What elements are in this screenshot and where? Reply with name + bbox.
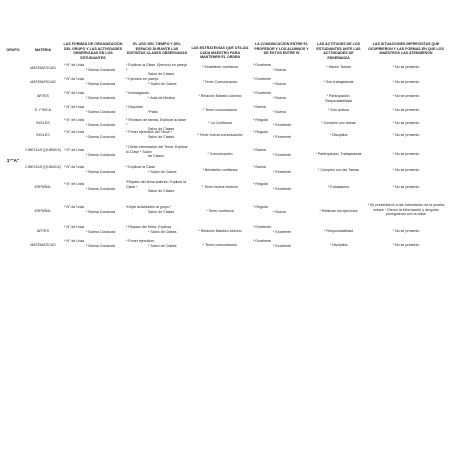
tiempo-cell bbox=[126, 105, 188, 114]
formas-cell bbox=[64, 130, 122, 139]
situaciones-cell: * No se presento bbox=[392, 94, 420, 98]
header-comunicacion: LA COMUNICACIÓN ENTRE EL PROFESOR Y LOS ALUMNOS Y DE ESTOS ENTRE SÍ bbox=[254, 42, 309, 56]
comunicacion-line: * Excelente bbox=[273, 122, 292, 127]
estrategias-cell: * Tener comunicación bbox=[202, 108, 238, 112]
materia-cell: CINECIAS (QUIMICA) bbox=[25, 165, 61, 169]
comunicacion-cell bbox=[253, 225, 310, 234]
tiempo-line: *Patio bbox=[148, 109, 158, 114]
estrategias-cell: * Relación Maestro Alumno bbox=[198, 229, 242, 233]
tiempo-cell bbox=[126, 145, 188, 159]
situaciones-cell: * No se presento bbox=[392, 152, 420, 156]
formas-line: * N° de Lista bbox=[64, 148, 85, 152]
materia-cell: ARTES bbox=[37, 94, 49, 98]
comunicacion-line: * Excelente bbox=[273, 152, 292, 157]
comunicacion-line: * Buena bbox=[253, 148, 266, 152]
formas-cell bbox=[64, 148, 122, 157]
formas-line: * Buena Conducta bbox=[86, 229, 116, 234]
formas-line: * Buena Conducta bbox=[86, 81, 116, 86]
tiempo-line: * Explicar la Clase bbox=[126, 165, 156, 169]
comunicacion-line: * Buena bbox=[273, 109, 286, 114]
materia-cell: INGLES bbox=[36, 121, 50, 125]
comunicacion-line: * Excelente bbox=[273, 243, 292, 248]
comunicacion-cell bbox=[253, 105, 310, 114]
formas-line: * Buena Conducta bbox=[86, 209, 116, 214]
formas-line: * Buena Conducta bbox=[86, 152, 116, 157]
estrategias-cell: * Tener confianza bbox=[206, 209, 234, 213]
estrategias-cell: * Relación Maestro Alumno bbox=[198, 94, 242, 98]
formas-line: * Buena Conducta bbox=[86, 134, 116, 139]
estrategias-cell: * Tener buena comunicación bbox=[197, 133, 243, 137]
formas-line: * N° de Lista bbox=[64, 205, 85, 209]
comunicacion-line: * Excelente bbox=[253, 63, 272, 67]
tiempo-line: de Clases bbox=[148, 154, 164, 158]
materia-cell: MATEMATICAS bbox=[30, 66, 56, 70]
comunicacion-line: * Excelente bbox=[273, 134, 292, 139]
actitudes-cell: * Disciplina bbox=[329, 243, 348, 247]
actitudes-cell: * Entusiasmo bbox=[327, 185, 350, 189]
formas-cell bbox=[64, 225, 122, 234]
materia-cell: MATEMATICAS bbox=[30, 243, 56, 247]
tiempo-line: * Repaso del Tema, Explicar bbox=[126, 225, 172, 229]
comunicacion-line: * Excelente bbox=[273, 169, 292, 174]
comunicacion-line: * Excelente bbox=[253, 91, 272, 95]
tiempo-cell bbox=[126, 180, 188, 194]
tiempo-line: * Investigación bbox=[126, 91, 150, 95]
tiempo-cell bbox=[126, 239, 188, 248]
comunicacion-cell bbox=[253, 182, 310, 191]
comunicacion-cell bbox=[253, 239, 310, 248]
tiempo-line: Salon de Clases bbox=[148, 72, 175, 76]
comunicacion-cell bbox=[253, 63, 310, 72]
formas-cell bbox=[64, 205, 122, 214]
tiempo-cell bbox=[126, 91, 188, 100]
estrategias-cell: * La Confianza bbox=[208, 121, 232, 125]
tiempo-line: * Deportes bbox=[126, 105, 143, 109]
tiempo-line: * Salon de Clases bbox=[148, 81, 177, 86]
materia-cell: ARTES bbox=[37, 229, 49, 233]
estrategias-cell: * Comunicación bbox=[207, 152, 233, 156]
comunicacion-line: * Buena bbox=[253, 165, 266, 169]
tiempo-line: Salon de Clases bbox=[148, 134, 175, 139]
estrategias-cell: * Brindarles confianza bbox=[202, 168, 238, 172]
header-grupo: GRUPO bbox=[6, 48, 20, 52]
comunicacion-cell bbox=[253, 165, 310, 174]
formas-line: * N° de Lista bbox=[64, 182, 85, 186]
comunicacion-line: * Buena bbox=[253, 105, 266, 109]
formas-line: * N° de Lista bbox=[64, 225, 85, 229]
formas-line: * N° de Lista bbox=[64, 105, 85, 109]
formas-line: * N° de Lista bbox=[64, 239, 85, 243]
formas-line: * Buena Conducta bbox=[86, 67, 116, 72]
tiempo-line: * Dictar información del Tema, Explicar la Clase * Salon bbox=[126, 145, 188, 154]
actitudes-cell: * Realizan los ejercicios bbox=[319, 209, 358, 213]
materia-cell: E. FISICA bbox=[35, 108, 51, 112]
formas-line: * Buena Conducta bbox=[86, 109, 116, 114]
header-formas: LAS FORMAS DE ORGANIZACIÓN DEL GRUPO Y LAS ACTIVIDADES OBSERVADAS EN LOS ESTUDIANTES bbox=[63, 42, 123, 60]
situaciones-cell: * No se presento bbox=[392, 168, 420, 172]
formas-line: * N° de Lista bbox=[64, 130, 85, 134]
comunicacion-line: * Regular bbox=[253, 130, 268, 134]
formas-cell bbox=[64, 165, 122, 174]
formas-cell bbox=[64, 63, 122, 72]
formas-cell bbox=[64, 105, 122, 114]
formas-line: * N° de Lista bbox=[64, 165, 85, 169]
tiempo-cell bbox=[126, 165, 188, 174]
comunicacion-line: * Excelente bbox=[273, 229, 292, 234]
tiempo-cell bbox=[126, 63, 188, 77]
header-materia: MATERIA bbox=[34, 48, 52, 52]
materia-cell: ESPAÑOL bbox=[34, 209, 52, 213]
comunicacion-line: * Buena bbox=[273, 81, 286, 86]
formas-cell bbox=[64, 182, 122, 191]
actitudes-cell: * Hacen Tareas bbox=[326, 65, 351, 69]
situaciones-cell: * No se presento bbox=[392, 133, 420, 137]
comunicacion-line: * Regular bbox=[253, 118, 268, 122]
situaciones-cell: * No se presento bbox=[392, 65, 420, 69]
formas-line: * Buena Conducta bbox=[86, 186, 116, 191]
materia-cell: MATEMATICAS bbox=[30, 80, 56, 84]
header-actitudes: LAS ACTITUDES DE LOS ESTUDIANTES ANTE LAS ACTIVIDADES DE ENSEÑANZA bbox=[316, 42, 361, 60]
formas-line: * Buena Conducta bbox=[86, 243, 116, 248]
tiempo-line: Salon de Clases bbox=[148, 127, 175, 131]
estrategias-cell: * Tener Comunicación bbox=[202, 80, 238, 84]
situaciones-cell: * No se presento bbox=[392, 243, 420, 247]
actitudes-cell: * Disciplina bbox=[329, 133, 348, 137]
estrategias-cell: * Tener buena relación bbox=[202, 185, 238, 189]
tiempo-line: Salon de Clases bbox=[148, 209, 175, 214]
formas-line: * Buena Conducta bbox=[86, 122, 116, 127]
tiempo-cell bbox=[126, 77, 188, 86]
comunicacion-cell bbox=[253, 118, 310, 127]
formas-cell bbox=[64, 239, 122, 248]
tiempo-line: Salon de Clases bbox=[148, 189, 175, 193]
tiempo-line: * Salon de Clases bbox=[148, 169, 177, 174]
formas-cell bbox=[64, 118, 122, 127]
comunicacion-cell bbox=[253, 205, 310, 214]
comunicacion-cell bbox=[253, 148, 310, 157]
comunicacion-cell bbox=[253, 91, 310, 100]
actitudes-cell: * Cumplen con tareas bbox=[321, 121, 356, 125]
actitudes-cell: * Son trabajadoras bbox=[323, 80, 354, 84]
formas-line: * Buena Conducta bbox=[86, 95, 116, 100]
materia-cell: ESPAÑOL bbox=[34, 185, 52, 189]
comunicacion-line: * Excelente bbox=[253, 225, 272, 229]
situaciones-cell: * No se presento bbox=[392, 121, 420, 125]
comunicacion-line: * Buena bbox=[273, 67, 286, 72]
header-tiempo: EL USO DEL TIEMPO Y DEL ESPACIO DURANTE LAS DISTINTAS CLASES OBSERVADAS bbox=[126, 42, 188, 56]
comunicacion-cell bbox=[253, 77, 310, 86]
tiempo-line: * Poner ejercicios bbox=[126, 239, 154, 243]
situaciones-cell: * Se presentaron a dar información de la prueba enlace * Dieron la información y después prosiguieron con la clase bbox=[367, 203, 445, 216]
comunicacion-line: * Excelente bbox=[253, 239, 272, 243]
tiempo-line: * Ejercicio en pareja bbox=[126, 77, 158, 81]
situaciones-cell: * No se presento bbox=[392, 80, 420, 84]
header-estrategias: LAS ESTRATEGIAS QUE UTILIZA CADA MAESTRO PARA MANTENER EL ORDEN bbox=[191, 46, 249, 60]
formas-line: * Buena Conducta bbox=[86, 169, 116, 174]
header-situaciones: LAS SITUACIONES IMPREVISTAS QUE OCURRIERON Y LAS FORMAS EN QUE LOS MAESTROS LAS ATENDIERON bbox=[368, 42, 444, 56]
situaciones-cell: * No se presento bbox=[392, 229, 420, 233]
comunicacion-line: * Regular bbox=[253, 182, 268, 186]
situaciones-cell: * No se presento bbox=[392, 108, 420, 112]
tiempo-cell bbox=[126, 225, 188, 234]
tiempo-cell bbox=[126, 205, 188, 214]
formas-line: * N° de Lista bbox=[64, 63, 85, 67]
actitudes-cell: * Participacion, Trabajadoras bbox=[315, 152, 362, 156]
estrategias-cell: * Tener comunicación bbox=[202, 243, 238, 247]
tiempo-line: * Aula de Medios bbox=[148, 95, 175, 100]
tiempo-cell bbox=[126, 130, 188, 139]
formas-cell bbox=[64, 77, 122, 86]
materia-cell: INGLES bbox=[36, 133, 50, 137]
group-label: 1°"A" bbox=[6, 159, 20, 164]
estrategias-cell: * Establecer confianza bbox=[202, 65, 238, 69]
comunicacion-line: * Buena bbox=[273, 95, 286, 100]
tiempo-line: * Revision de tareas, Explicar la clase * bbox=[126, 118, 187, 127]
tiempo-line: *Repaso del tema anterior, Explicar la Clase * bbox=[126, 180, 187, 189]
actitudes-cell: * Responsabilidad bbox=[324, 229, 353, 233]
actitudes-cell: * Cumplen con las Tareas bbox=[318, 168, 359, 172]
actitudes-cell: * Participación, Responsabilidad bbox=[325, 94, 352, 103]
comunicacion-cell bbox=[253, 130, 310, 139]
tiempo-line: *Dejar actividades al grupo * bbox=[126, 205, 172, 209]
tiempo-line: * Salon de Clases bbox=[148, 229, 177, 234]
formas-cell bbox=[64, 91, 122, 100]
formas-line: * N° de Lista bbox=[64, 118, 85, 122]
formas-line: * N° de Lista bbox=[64, 91, 85, 95]
situaciones-cell: * No se presento bbox=[392, 185, 420, 189]
comunicacion-line: * Buena bbox=[273, 209, 286, 214]
comunicacion-line: * Regular bbox=[253, 205, 268, 209]
actitudes-cell: * Son activos bbox=[328, 108, 349, 112]
tiempo-line: * Poner ejercicios del Tema * bbox=[126, 130, 172, 134]
comunicacion-line: * Excelente bbox=[273, 186, 292, 191]
tiempo-line: * Salon de Clases bbox=[148, 243, 177, 248]
materia-cell: CINECIAS (QUIMICA) bbox=[25, 148, 61, 152]
tiempo-line: * Explicar la Clase, Ejercicio en pareja * bbox=[126, 63, 187, 72]
comunicacion-line: * Excelente bbox=[253, 77, 272, 81]
formas-line: * N° de Lista bbox=[64, 77, 85, 81]
